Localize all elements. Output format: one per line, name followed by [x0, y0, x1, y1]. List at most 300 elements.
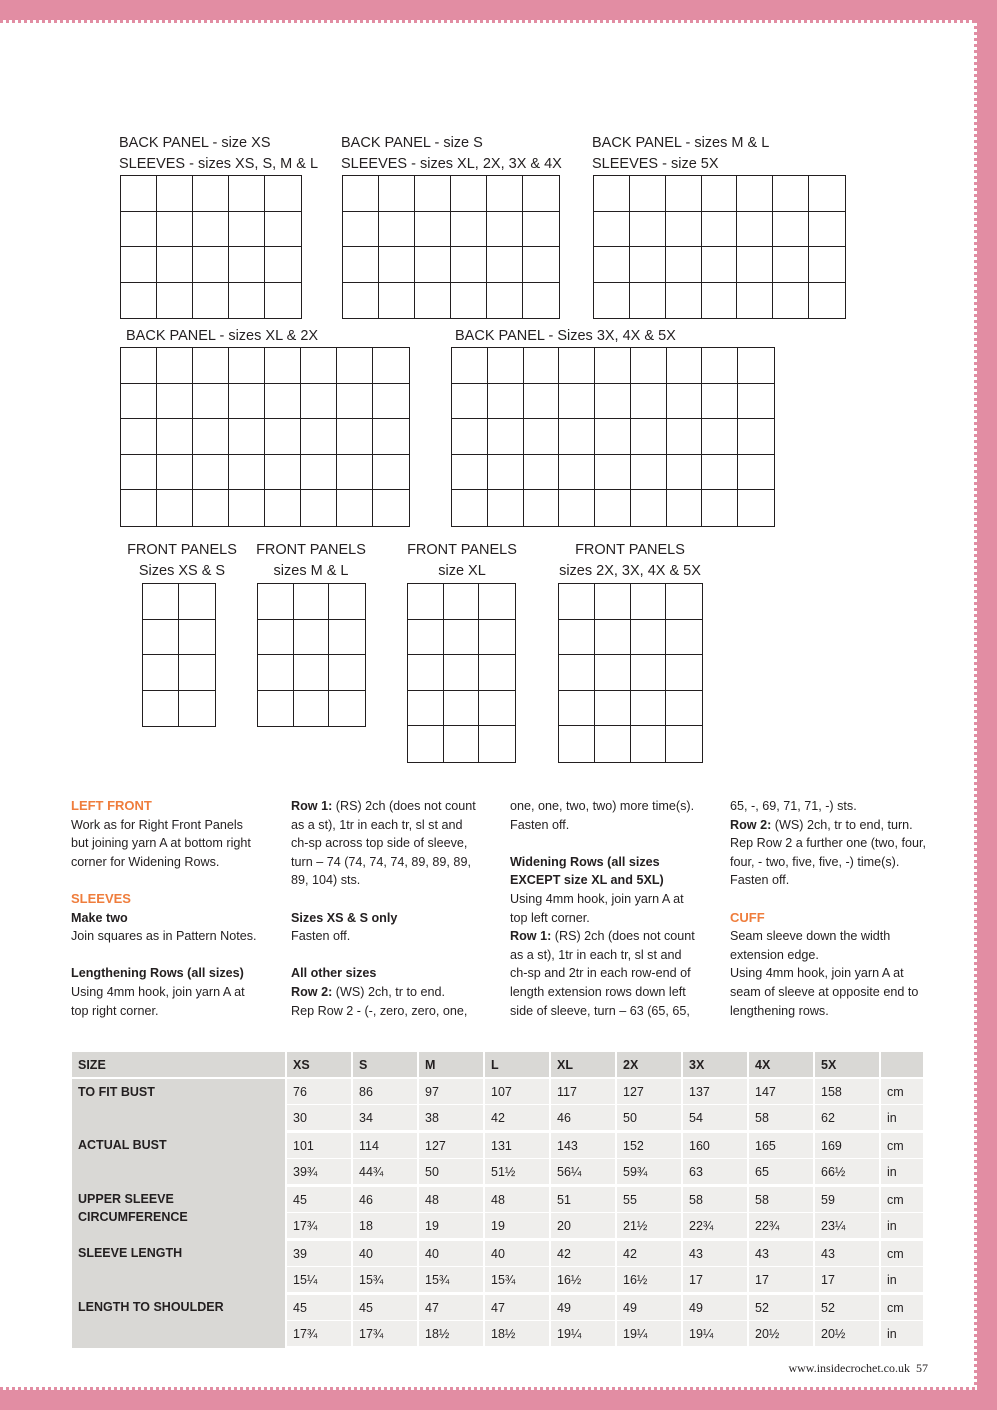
- grid-square: [379, 247, 415, 283]
- grid-square: [631, 691, 667, 727]
- grid-square: [737, 212, 773, 248]
- table-cell: 59¾: [616, 1159, 682, 1186]
- grid-square: [193, 247, 229, 283]
- table-header-cell: S: [352, 1052, 418, 1078]
- table-cell: 86: [352, 1078, 418, 1105]
- grid-square: [667, 419, 703, 455]
- grid-square: [595, 655, 631, 691]
- body-text: lengthening rows.: [730, 1003, 829, 1018]
- grid-square: [373, 348, 409, 384]
- grid-square: [594, 247, 630, 283]
- grid-square: [595, 490, 631, 526]
- grid-square: [265, 455, 301, 491]
- table-cell: 97: [418, 1078, 484, 1105]
- grid-square: [702, 176, 738, 212]
- grid-square: [301, 490, 337, 526]
- text-column-3: [510, 797, 720, 1020]
- grid-square: [487, 247, 523, 283]
- grid-square: [415, 176, 451, 212]
- grid-square: [157, 490, 193, 526]
- diagram-label-line: BACK PANEL - size S: [341, 135, 483, 151]
- table-header-cell: XS: [286, 1052, 352, 1078]
- grid-square: [408, 584, 444, 620]
- unit-cell: cm: [880, 1186, 924, 1213]
- grid-square: [773, 212, 809, 248]
- table-cell: 17: [748, 1267, 814, 1294]
- grid-square: [594, 212, 630, 248]
- grid-square: [121, 384, 157, 420]
- row-instruction: [291, 797, 501, 816]
- table-cell: 55: [616, 1186, 682, 1213]
- table-cell: 39¾: [286, 1159, 352, 1186]
- grid-square: [193, 212, 229, 248]
- table-cell: 17¾: [286, 1321, 352, 1348]
- subheading: Sizes XS & S only: [291, 910, 398, 925]
- grid-square: [229, 490, 265, 526]
- grid-square: [452, 455, 488, 491]
- grid-square: [488, 384, 524, 420]
- grid-square: [702, 247, 738, 283]
- body-text: ch-sp and 2tr in each row-end of: [510, 966, 691, 981]
- body-text: seam of sleeve at opposite end to: [730, 984, 919, 999]
- diagram-label-line: FRONT PANELS: [256, 542, 366, 558]
- grid-square: [229, 247, 265, 283]
- grid-square: [265, 348, 301, 384]
- grid-square: [408, 620, 444, 656]
- grid-square: [337, 419, 373, 455]
- grid-square: [415, 283, 451, 319]
- grid-square: [452, 419, 488, 455]
- table-cell: 19¼: [682, 1321, 748, 1348]
- table-cell: 114: [352, 1132, 418, 1159]
- body-text: Fasten off.: [291, 929, 351, 944]
- grid-square: [809, 283, 845, 319]
- table-cell: 18½: [418, 1321, 484, 1348]
- grid-square: [452, 348, 488, 384]
- table-cell: 20½: [814, 1321, 880, 1348]
- grid-square: [523, 247, 559, 283]
- grid-square: [373, 455, 409, 491]
- grid-square: [373, 419, 409, 455]
- grid-square: [157, 212, 193, 248]
- table-cell: 66½: [814, 1159, 880, 1186]
- table-cell: 49: [616, 1294, 682, 1321]
- text-column-1: [71, 797, 281, 1020]
- body-text: Join squares as in Pattern Notes.: [71, 929, 257, 944]
- grid-square: [379, 212, 415, 248]
- grid-square: [452, 490, 488, 526]
- grid-square: [121, 419, 157, 455]
- table-row-label: TO FIT BUST: [72, 1078, 286, 1132]
- grid-square: [294, 584, 330, 620]
- grid-square: [479, 655, 515, 691]
- diagram-label-line: SLEEVES - sizes XL, 2X, 3X & 4X: [341, 156, 562, 172]
- body-text: extension edge.: [730, 947, 819, 962]
- grid-square: [773, 176, 809, 212]
- table-cell: 22¾: [748, 1213, 814, 1240]
- table-cell: 40: [484, 1240, 550, 1267]
- table-cell: 127: [616, 1078, 682, 1105]
- grid-back-3x-5x: [451, 347, 775, 527]
- diagram-label-line: BACK PANEL - sizes XL & 2X: [126, 328, 319, 344]
- grid-square: [479, 726, 515, 762]
- table-header-cell: [880, 1052, 924, 1078]
- grid-square: [595, 726, 631, 762]
- grid-square: [294, 691, 330, 727]
- table-cell: 147: [748, 1078, 814, 1105]
- grid-square: [379, 176, 415, 212]
- grid-square: [559, 490, 595, 526]
- grid-square: [193, 283, 229, 319]
- grid-square: [265, 283, 301, 319]
- unit-cell: in: [880, 1105, 924, 1132]
- grid-square: [179, 691, 215, 727]
- grid-square: [337, 384, 373, 420]
- grid-square: [294, 655, 330, 691]
- table-cell: 40: [418, 1240, 484, 1267]
- diagram-label-line: SLEEVES - size 5X: [592, 156, 719, 172]
- grid-square: [666, 620, 702, 656]
- table-cell: 137: [682, 1078, 748, 1105]
- grid-square: [595, 348, 631, 384]
- subheading: EXCEPT size XL and 5XL): [510, 873, 664, 888]
- size-table: [72, 1052, 925, 1349]
- page-border-right-edge: [974, 20, 977, 1390]
- grid-square: [329, 620, 365, 656]
- body-text: Rep Row 2 - (-, zero, zero, one,: [291, 1003, 468, 1018]
- body-text: (WS) 2ch, tr to end, turn.: [771, 817, 913, 832]
- grid-square: [595, 455, 631, 491]
- diagram-label-line: BACK PANEL - sizes M & L: [592, 135, 770, 151]
- table-cell: 50: [616, 1105, 682, 1132]
- body-text: Using 4mm hook, join yarn A at: [71, 984, 245, 999]
- grid-square: [451, 212, 487, 248]
- grid-square: [143, 584, 179, 620]
- diagram-label-front-m-l: [251, 540, 371, 582]
- grid-square: [121, 455, 157, 491]
- grid-square: [666, 726, 702, 762]
- grid-square: [229, 455, 265, 491]
- grid-square: [487, 212, 523, 248]
- table-row-label: ACTUAL BUST: [72, 1132, 286, 1186]
- table-cell: 17¾: [286, 1213, 352, 1240]
- table-cell: 46: [550, 1105, 616, 1132]
- grid-square: [559, 655, 595, 691]
- grid-square: [666, 283, 702, 319]
- body-text: Fasten off.: [730, 873, 790, 888]
- table-cell: 165: [748, 1132, 814, 1159]
- grid-square: [666, 584, 702, 620]
- grid-square: [666, 247, 702, 283]
- grid-square: [738, 419, 774, 455]
- table-cell: 19: [484, 1213, 550, 1240]
- body-text: top right corner.: [71, 1003, 159, 1018]
- grid-back-ml: [593, 175, 846, 319]
- grid-square: [229, 176, 265, 212]
- table-cell: 52: [748, 1294, 814, 1321]
- table-cell: 23¼: [814, 1213, 880, 1240]
- grid-square: [179, 655, 215, 691]
- body-text: (WS) 2ch, tr to end.: [332, 984, 445, 999]
- grid-front-m-l: [257, 583, 366, 727]
- grid-square: [229, 348, 265, 384]
- diagram-label-line: SLEEVES - sizes XS, S, M & L: [119, 156, 319, 172]
- website-url: www.insidecrochet.co.uk: [788, 1361, 910, 1375]
- grid-square: [702, 419, 738, 455]
- grid-square: [337, 490, 373, 526]
- table-cell: 43: [682, 1240, 748, 1267]
- table-cell: 46: [352, 1186, 418, 1213]
- grid-square: [631, 584, 667, 620]
- diagram-label-back-ml: [592, 133, 769, 175]
- table-cell: 62: [814, 1105, 880, 1132]
- grid-square: [451, 176, 487, 212]
- grid-square: [702, 283, 738, 319]
- table-cell: 34: [352, 1105, 418, 1132]
- diagram-label-back-3x-5x: [455, 326, 676, 347]
- grid-square: [666, 176, 702, 212]
- table-cell: 39: [286, 1240, 352, 1267]
- grid-square: [193, 384, 229, 420]
- table-cell: 16½: [616, 1267, 682, 1294]
- grid-front-xs-s: [142, 583, 216, 727]
- table-cell: 76: [286, 1078, 352, 1105]
- grid-square: [444, 726, 480, 762]
- grid-square: [157, 348, 193, 384]
- grid-square: [595, 620, 631, 656]
- row-label: Row 1:: [291, 799, 333, 813]
- table-row: [72, 1186, 924, 1213]
- unit-cell: cm: [880, 1132, 924, 1159]
- body-text: (RS) 2ch (does not count: [332, 799, 476, 813]
- table-cell: 17: [814, 1267, 880, 1294]
- row-instruction: [730, 816, 940, 835]
- grid-square: [301, 348, 337, 384]
- grid-square: [329, 691, 365, 727]
- grid-square: [559, 419, 595, 455]
- table-cell: 107: [484, 1078, 550, 1105]
- grid-square: [179, 584, 215, 620]
- grid-square: [702, 212, 738, 248]
- grid-square: [738, 490, 774, 526]
- grid-square: [773, 283, 809, 319]
- grid-square: [121, 283, 157, 319]
- table-cell: 127: [418, 1132, 484, 1159]
- page-border-bottom: [0, 1390, 997, 1410]
- table-cell: 22¾: [682, 1213, 748, 1240]
- grid-square: [737, 247, 773, 283]
- table-cell: 48: [418, 1186, 484, 1213]
- grid-square: [143, 655, 179, 691]
- subheading: Widening Rows (all sizes: [510, 854, 660, 869]
- grid-square: [773, 247, 809, 283]
- table-cell: 47: [418, 1294, 484, 1321]
- grid-square: [193, 176, 229, 212]
- grid-square: [559, 348, 595, 384]
- section-heading-left-front: LEFT FRONT: [71, 798, 152, 813]
- grid-square: [488, 419, 524, 455]
- grid-square: [258, 691, 294, 727]
- unit-cell: in: [880, 1159, 924, 1186]
- body-text: as a st), 1tr in each tr, sl st and: [291, 817, 463, 832]
- table-cell: 169: [814, 1132, 880, 1159]
- table-cell: 15¾: [418, 1267, 484, 1294]
- unit-cell: in: [880, 1213, 924, 1240]
- grid-square: [559, 584, 595, 620]
- grid-square: [631, 726, 667, 762]
- grid-square: [193, 419, 229, 455]
- subheading: All other sizes: [291, 966, 377, 981]
- grid-square: [229, 212, 265, 248]
- table-cell: 51½: [484, 1159, 550, 1186]
- grid-square: [630, 212, 666, 248]
- diagram-label-line: FRONT PANELS: [407, 542, 517, 558]
- grid-square: [408, 691, 444, 727]
- diagram-label-line: sizes 2X, 3X, 4X & 5X: [559, 563, 701, 579]
- grid-square: [451, 247, 487, 283]
- grid-square: [265, 247, 301, 283]
- grid-square: [594, 176, 630, 212]
- table-cell: 40: [352, 1240, 418, 1267]
- grid-square: [121, 176, 157, 212]
- table-cell: 43: [814, 1240, 880, 1267]
- grid-square: [479, 691, 515, 727]
- grid-square: [702, 348, 738, 384]
- grid-square: [157, 283, 193, 319]
- table-row-label: LENGTH TO SHOULDER: [72, 1294, 286, 1348]
- table-header-cell: 3X: [682, 1052, 748, 1078]
- unit-cell: cm: [880, 1240, 924, 1267]
- page-border-top-edge: [0, 20, 977, 23]
- table-row: [72, 1240, 924, 1267]
- grid-square: [343, 212, 379, 248]
- table-cell: 44¾: [352, 1159, 418, 1186]
- grid-square: [337, 348, 373, 384]
- grid-square: [343, 247, 379, 283]
- grid-square: [258, 620, 294, 656]
- body-text: Using 4mm hook, join yarn A at: [730, 966, 904, 981]
- grid-square: [179, 620, 215, 656]
- page-border-right: [977, 0, 997, 1410]
- row-label: Row 1:: [510, 929, 552, 944]
- table-cell: 52: [814, 1294, 880, 1321]
- page-footer: [788, 1361, 928, 1376]
- table-cell: 51: [550, 1186, 616, 1213]
- text-column-2: [291, 797, 501, 1020]
- grid-square: [121, 247, 157, 283]
- diagram-label-front-xl: [402, 540, 522, 582]
- grid-square: [524, 455, 560, 491]
- grid-square: [631, 455, 667, 491]
- table-header-cell: L: [484, 1052, 550, 1078]
- table-cell: 17: [682, 1267, 748, 1294]
- grid-front-xl: [407, 583, 516, 763]
- unit-cell: cm: [880, 1294, 924, 1321]
- grid-square: [479, 620, 515, 656]
- table-cell: 15¼: [286, 1267, 352, 1294]
- grid-square: [738, 384, 774, 420]
- table-header-cell: 2X: [616, 1052, 682, 1078]
- grid-front-2x-5x: [558, 583, 703, 763]
- grid-square: [667, 455, 703, 491]
- unit-cell: in: [880, 1321, 924, 1348]
- table-cell: 18½: [484, 1321, 550, 1348]
- table-row: [72, 1078, 924, 1105]
- grid-square: [559, 691, 595, 727]
- grid-square: [559, 455, 595, 491]
- body-text: Work as for Right Front Panels: [71, 817, 243, 832]
- body-text: Seam sleeve down the width: [730, 929, 891, 944]
- grid-square: [595, 384, 631, 420]
- grid-square: [265, 384, 301, 420]
- grid-square: [157, 176, 193, 212]
- grid-square: [408, 655, 444, 691]
- grid-back-xl-2x: [120, 347, 410, 527]
- table-row-label: UPPER SLEEVE CIRCUMFERENCE: [72, 1186, 286, 1240]
- body-text: but joining yarn A at bottom right: [71, 836, 251, 851]
- grid-square: [594, 283, 630, 319]
- table-cell: 45: [286, 1294, 352, 1321]
- table-cell: 158: [814, 1078, 880, 1105]
- grid-square: [737, 176, 773, 212]
- diagram-label-line: BACK PANEL - Sizes 3X, 4X & 5X: [455, 328, 676, 344]
- diagram-label-back-xl-2x: [126, 326, 318, 347]
- table-cell: 48: [484, 1186, 550, 1213]
- diagram-label-line: FRONT PANELS: [575, 542, 685, 558]
- grid-square: [523, 176, 559, 212]
- grid-square: [809, 176, 845, 212]
- grid-square: [143, 691, 179, 727]
- grid-square: [488, 348, 524, 384]
- grid-square: [738, 348, 774, 384]
- grid-square: [408, 726, 444, 762]
- table-cell: 45: [352, 1294, 418, 1321]
- table-header-cell: XL: [550, 1052, 616, 1078]
- grid-square: [559, 726, 595, 762]
- diagram-label-back-s: [341, 133, 562, 175]
- body-text: (RS) 2ch (does not count: [551, 929, 695, 944]
- grid-square: [559, 384, 595, 420]
- table-header-cell: SIZE: [72, 1052, 286, 1078]
- grid-square: [595, 584, 631, 620]
- grid-square: [301, 455, 337, 491]
- grid-square: [301, 384, 337, 420]
- body-text: Fasten off.: [510, 817, 570, 832]
- grid-square: [488, 455, 524, 491]
- table-cell: 131: [484, 1132, 550, 1159]
- diagram-label-front-xs-s: [122, 540, 242, 582]
- body-text: as a st), 1tr in each tr, sl st and: [510, 947, 682, 962]
- body-text: turn – 74 (74, 74, 74, 89, 89, 89,: [291, 854, 471, 869]
- table-cell: 45: [286, 1186, 352, 1213]
- diagram-label-line: sizes M & L: [273, 563, 349, 579]
- grid-square: [631, 620, 667, 656]
- table-header-cell: 4X: [748, 1052, 814, 1078]
- page-border-bottom-edge: [0, 1387, 977, 1390]
- table-cell: 63: [682, 1159, 748, 1186]
- grid-square: [451, 283, 487, 319]
- grid-square: [373, 384, 409, 420]
- grid-square: [523, 283, 559, 319]
- grid-square: [631, 384, 667, 420]
- grid-back-xs: [120, 175, 302, 319]
- body-text: one, one, two, two) more time(s).: [510, 799, 695, 813]
- grid-square: [415, 247, 451, 283]
- row-instruction: [510, 927, 720, 946]
- grid-square: [329, 584, 365, 620]
- row-label: Row 2:: [730, 817, 772, 832]
- grid-square: [157, 419, 193, 455]
